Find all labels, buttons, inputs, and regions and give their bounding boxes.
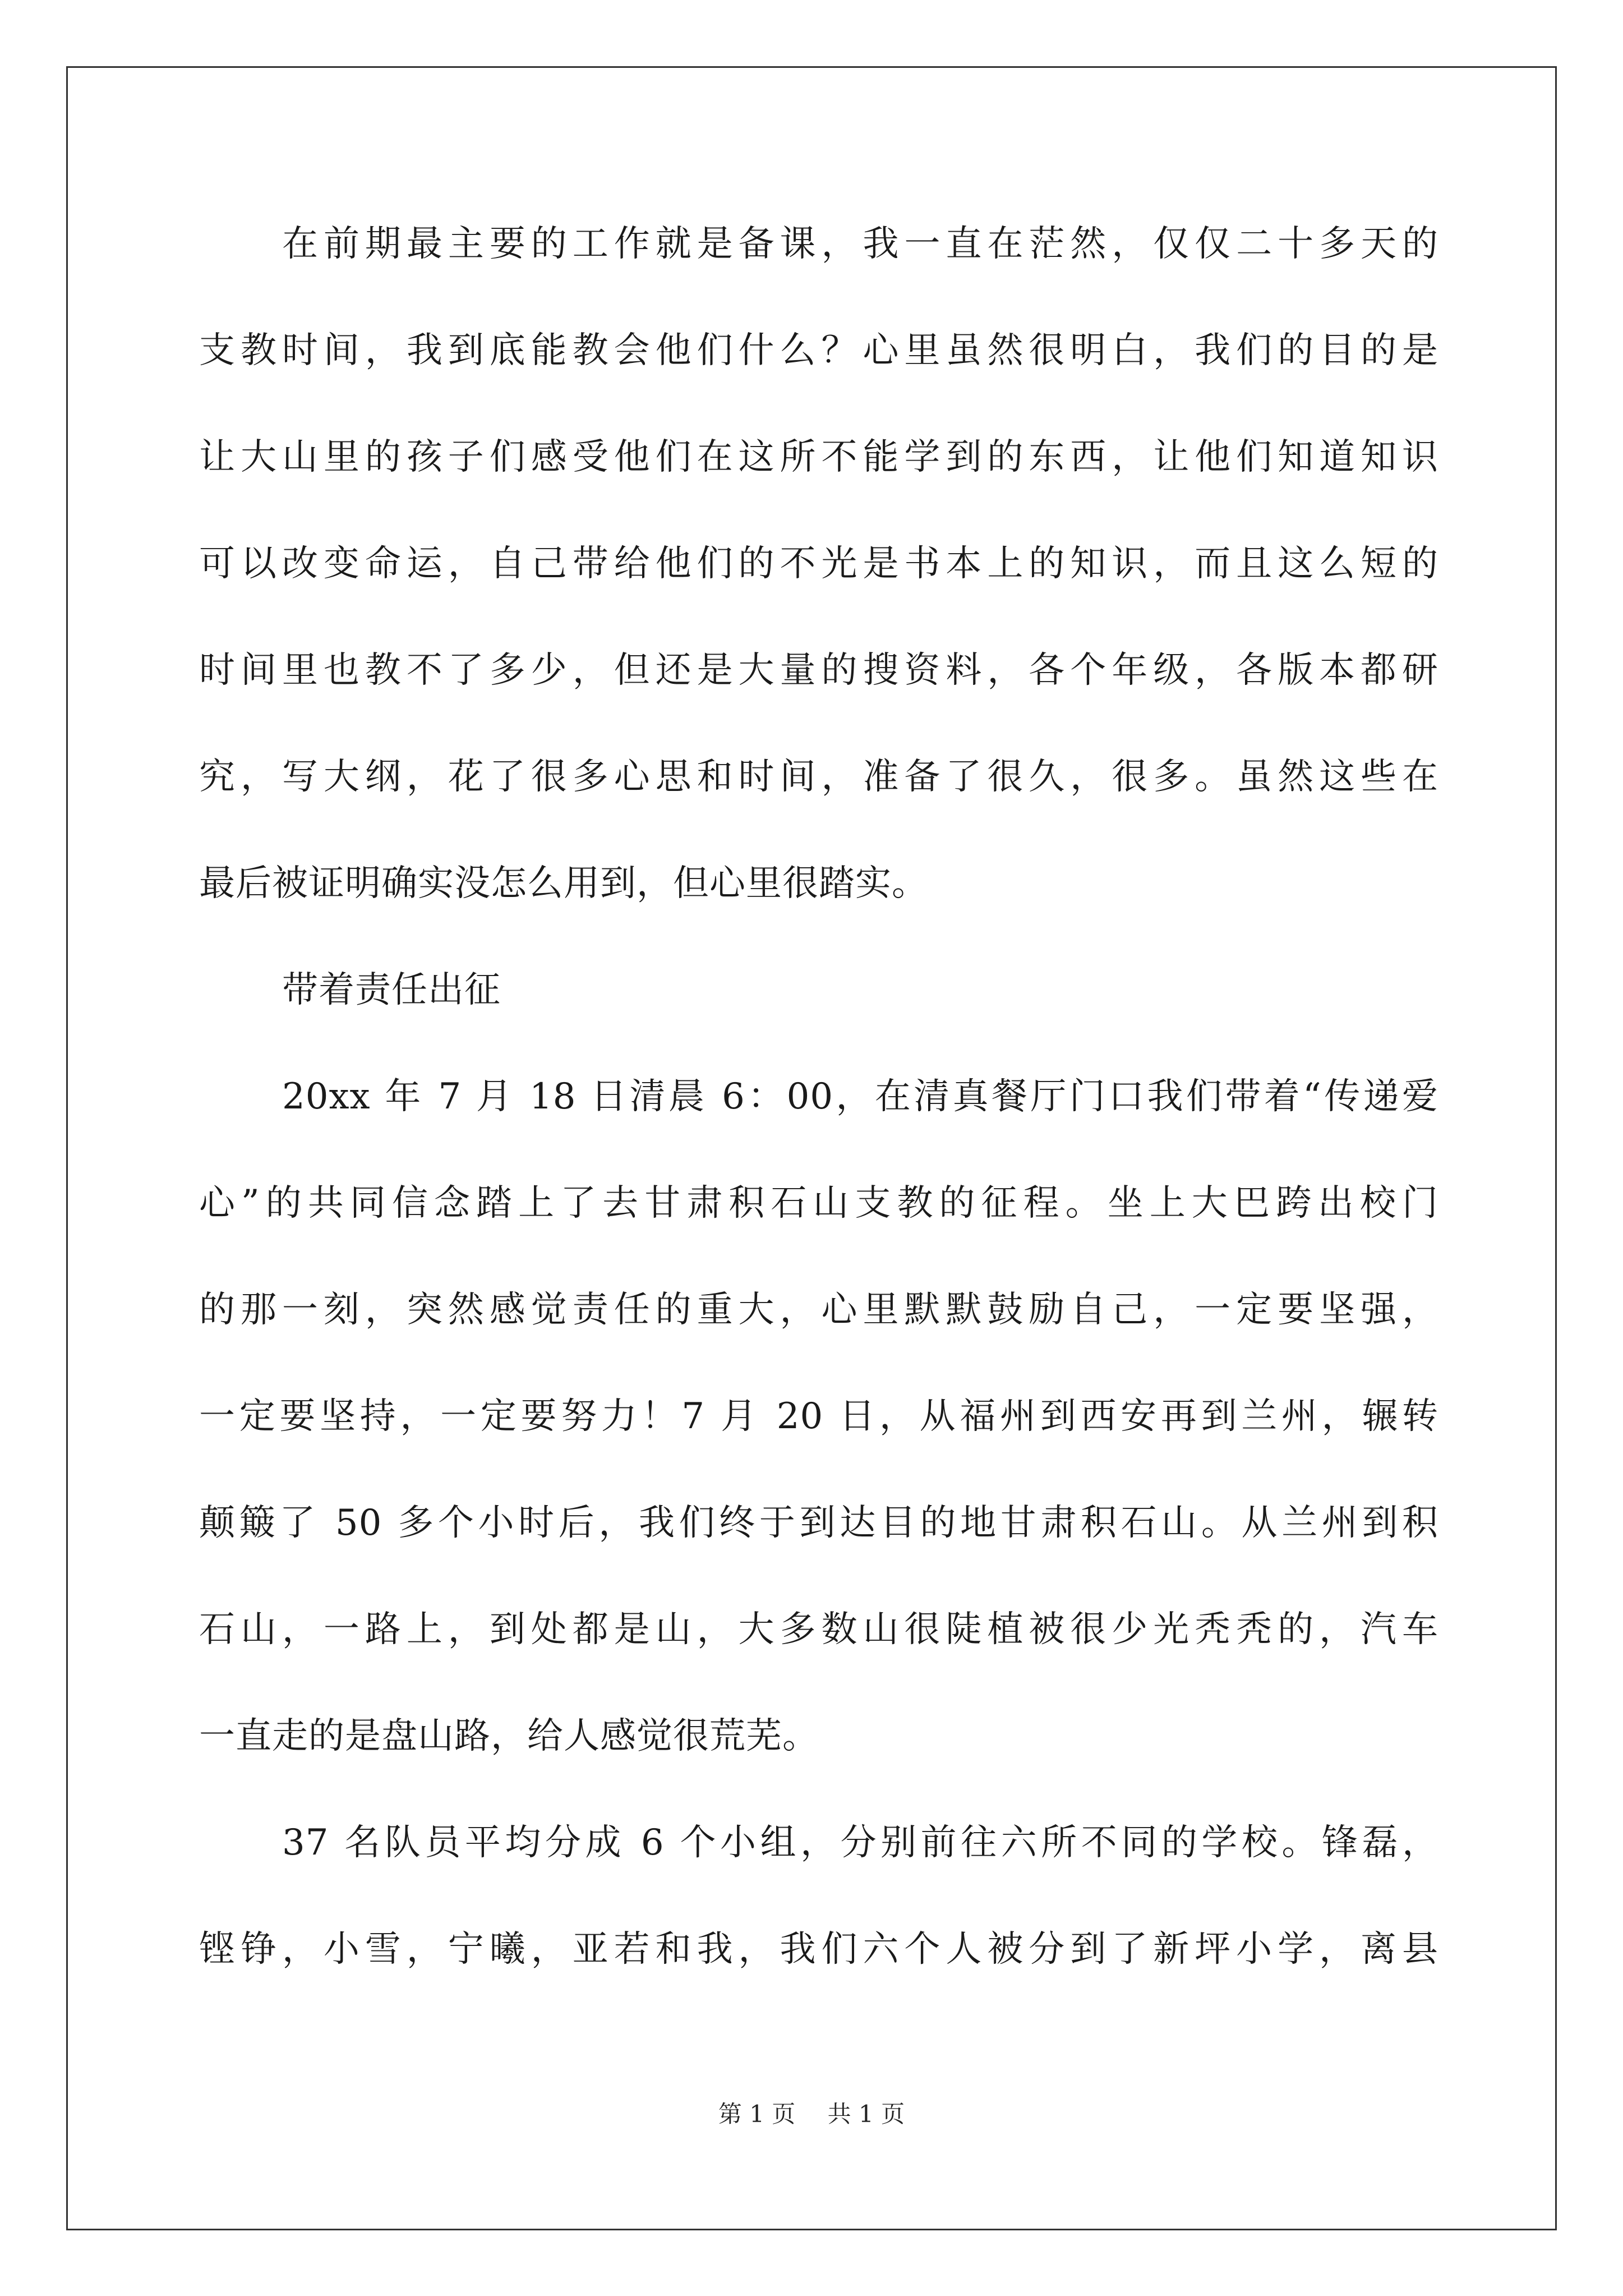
- page-footer: [0, 2096, 1623, 2129]
- paragraph-1-line-2: 支教时间，我到底能教会他们什么？心里虽然很明白，我们的目的是: [199, 330, 1438, 371]
- paragraph-2-line-2: 心”的共同信念踏上了去甘肃积石山支教的征程。坐上大巴跨出校门: [199, 1182, 1438, 1224]
- section-heading: 带着责任出征: [282, 969, 501, 1011]
- paragraph-1-line-3: 让大山里的孩子们感受他们在这所不能学到的东西，让他们知道知识: [199, 436, 1438, 478]
- paragraph-3-line-2: 铿铮，小雪，宁曦，亚若和我，我们六个人被分到了新坪小学，离县: [199, 1929, 1438, 1970]
- paragraph-3-line-1: 37 名队员平均分成 6 个小组，分别前往六所不同的学校。锋磊，: [282, 1822, 1438, 1864]
- paragraph-1-line-7: 最后被证明确实没怎么用到，但心里很踏实。: [199, 863, 928, 904]
- paragraph-1-line-1: 在前期最主要的工作就是备课，我一直在茫然，仅仅二十多天的: [282, 223, 1438, 265]
- page-number: 第 1 页: [718, 2100, 796, 2128]
- paragraph-2-line-5: 颠簸了 50 多个小时后，我们终于到达目的地甘肃积石山。从兰州到积: [199, 1502, 1438, 1544]
- paragraph-2-line-3: 的那一刻，突然感觉责任的重大，心里默默鼓励自己，一定要坚强，: [199, 1289, 1438, 1331]
- page-total: 共 1 页: [827, 2100, 905, 2128]
- page-border: [66, 66, 1557, 2230]
- paragraph-2-line-6: 石山，一路上，到处都是山，大多数山很陡植被很少光秃秃的，汽车: [199, 1609, 1438, 1650]
- paragraph-1-line-5: 时间里也教不了多少，但还是大量的搜资料，各个年级，各版本都研: [199, 650, 1438, 691]
- paragraph-2-line-7: 一直走的是盘山路，给人感觉很荒芜。: [199, 1715, 819, 1757]
- paragraph-2-line-4: 一定要坚持，一定要努力！7 月 20 日，从福州到西安再到兰州，辗转: [199, 1396, 1438, 1437]
- paragraph-1-line-4: 可以改变命运，自己带给他们的不光是书本上的知识，而且这么短的: [199, 543, 1438, 585]
- paragraph-1-line-6: 究，写大纲，花了很多心思和时间，准备了很久，很多。虽然这些在: [199, 756, 1438, 798]
- paragraph-2-line-1: 20xx 年 7 月 18 日清晨 6：00，在清真餐厅门口我们带着“传递爱: [282, 1076, 1438, 1117]
